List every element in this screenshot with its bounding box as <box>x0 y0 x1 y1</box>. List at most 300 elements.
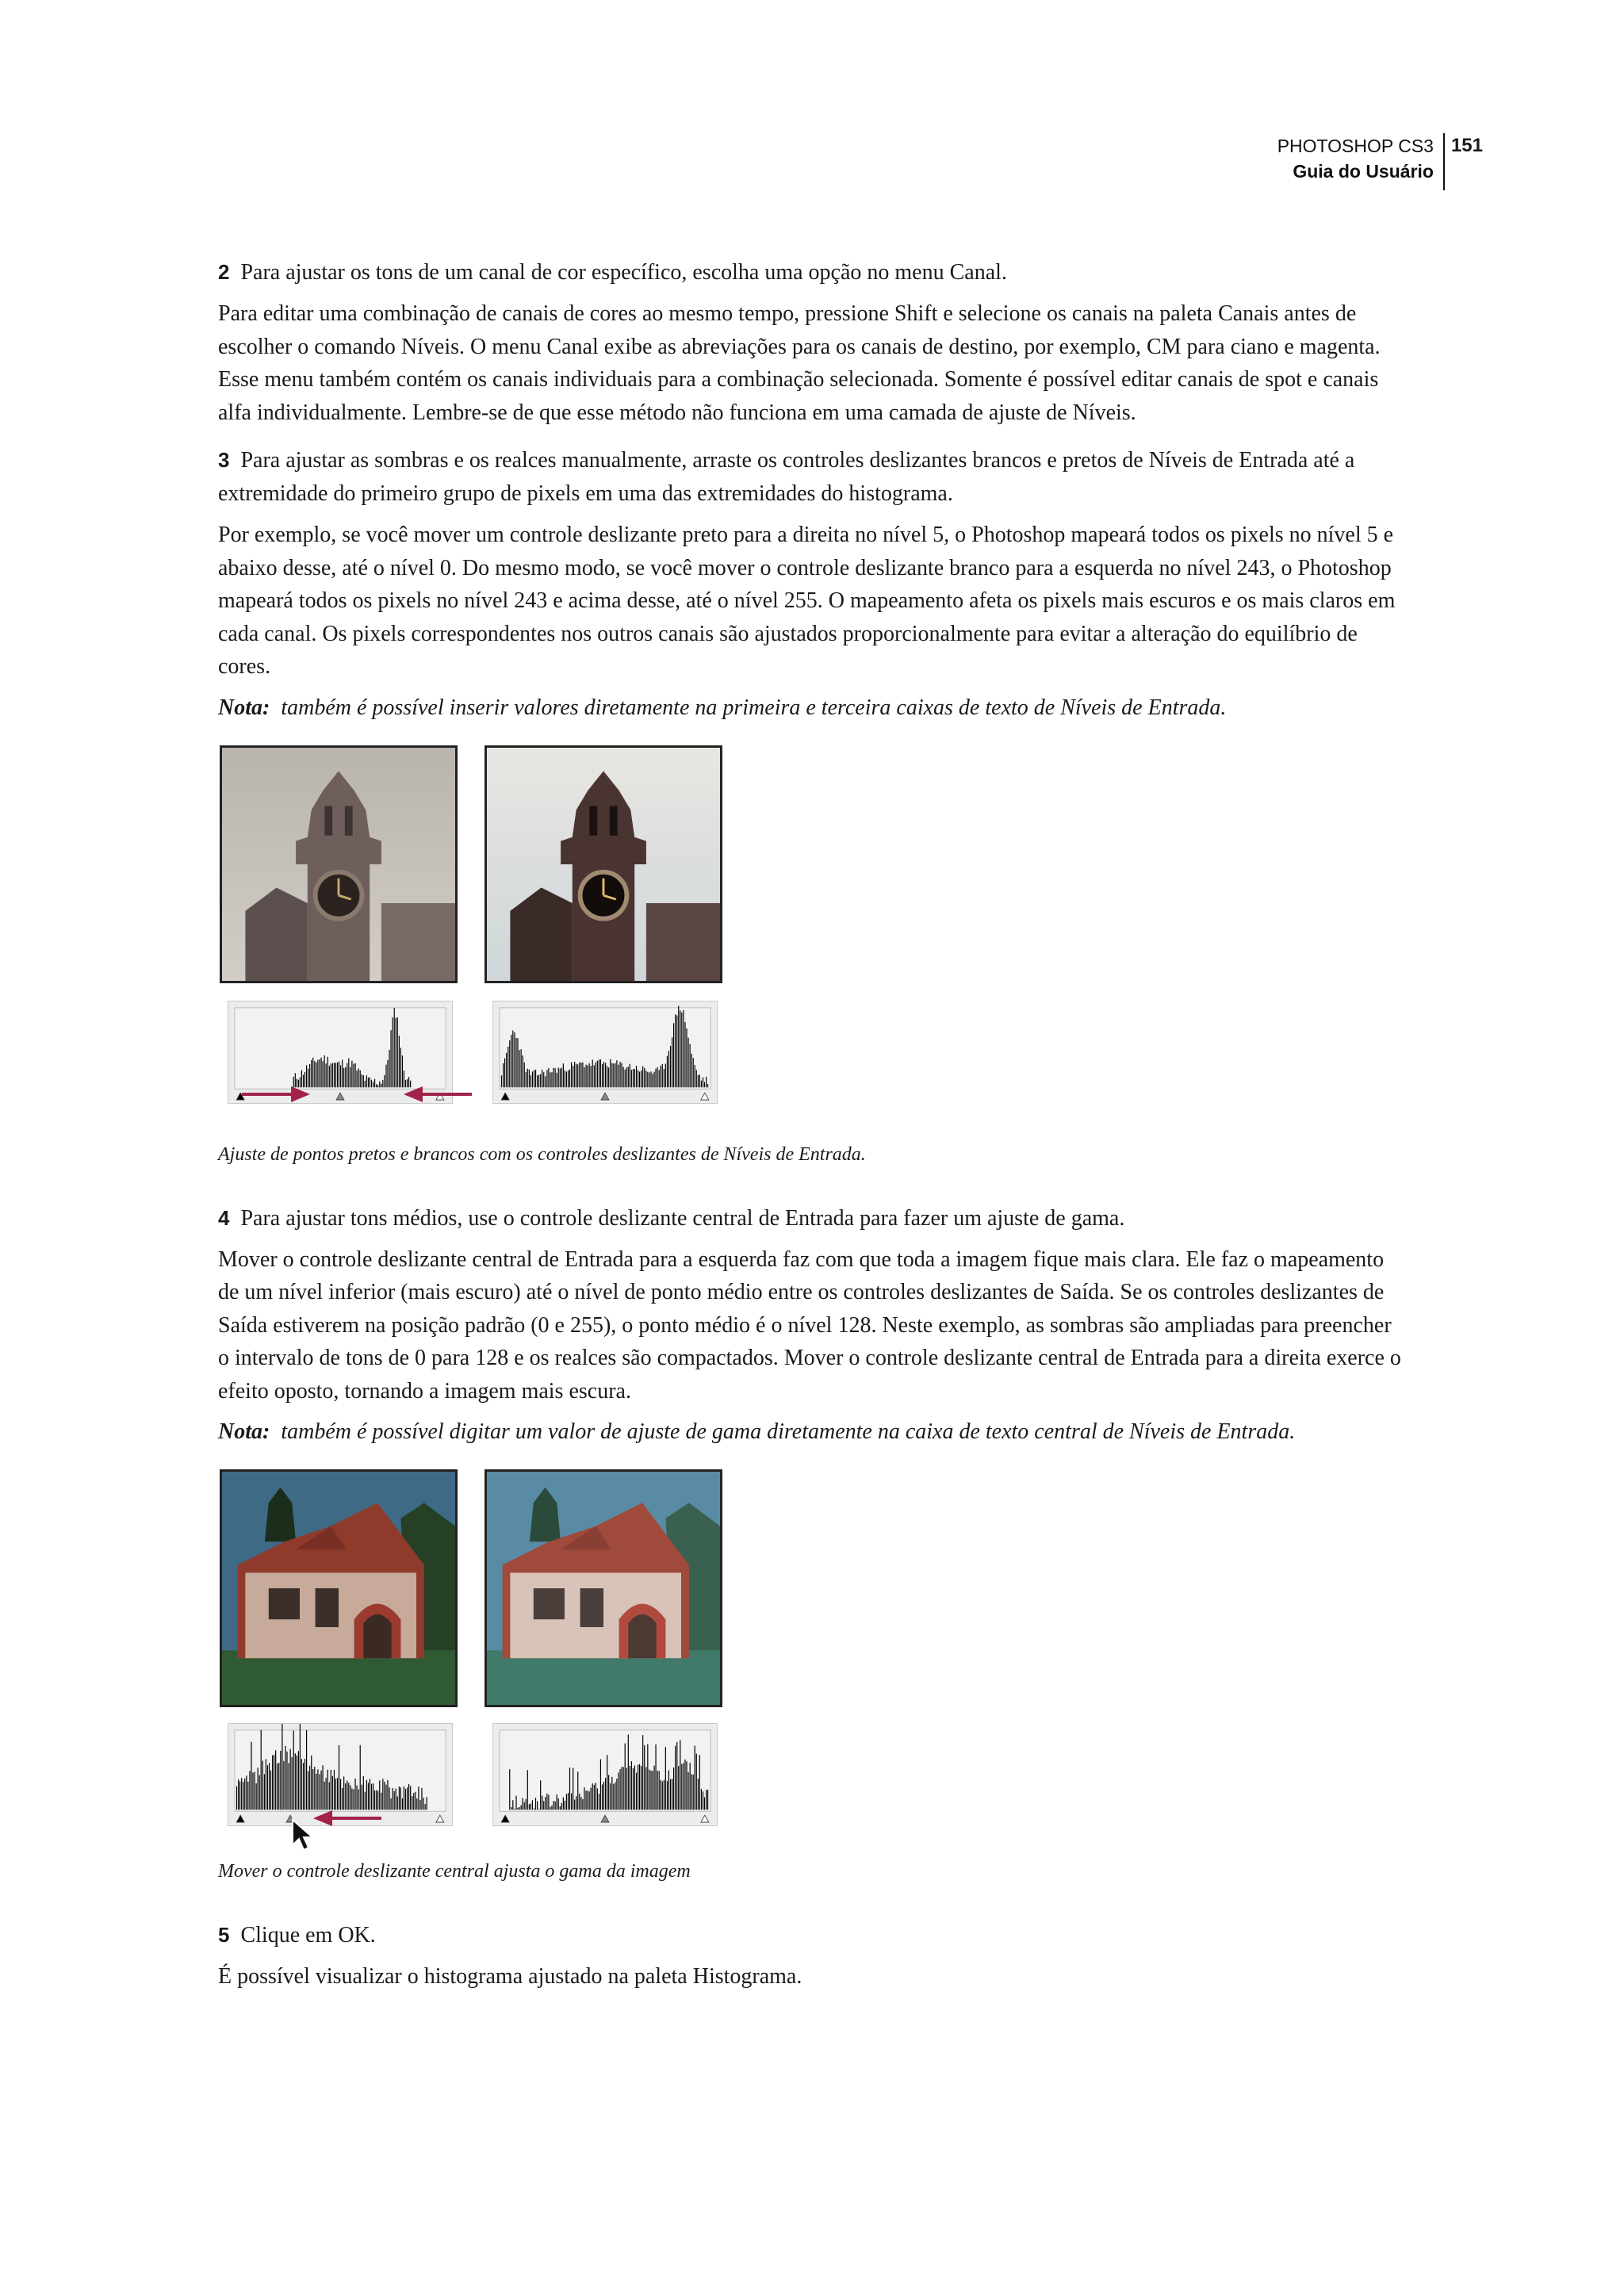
histogram-bar <box>390 1798 391 1810</box>
histogram-bar <box>311 1756 312 1810</box>
histogram-bar <box>332 1776 333 1810</box>
histogram-bar <box>619 1061 620 1086</box>
histogram-bar <box>514 1809 515 1810</box>
histogram-bar <box>503 1063 504 1086</box>
histogram-bar <box>657 1771 658 1810</box>
histogram-bar <box>664 1780 665 1810</box>
histogram-bar <box>526 1799 527 1810</box>
histogram-bar <box>699 1074 700 1087</box>
histogram-bar <box>521 1805 522 1810</box>
histogram-bar <box>326 1778 327 1810</box>
histogram-bar <box>351 1060 352 1087</box>
histogram-bar <box>334 1770 335 1810</box>
histogram-bar <box>239 1782 240 1810</box>
histogram-bar <box>696 1754 697 1810</box>
step-4 <box>218 1201 1408 1235</box>
histogram-bar <box>657 1067 658 1087</box>
histogram-bar <box>621 1767 622 1810</box>
histogram-bar <box>530 1804 531 1810</box>
histogram-bar <box>329 1783 330 1810</box>
histogram-bar <box>600 1760 601 1810</box>
histogram-after-gamma <box>492 1723 718 1826</box>
histogram-bar <box>335 1063 336 1087</box>
step-3 <box>218 443 1408 511</box>
histogram-bar <box>410 1786 411 1810</box>
histogram-bar <box>290 1749 291 1810</box>
histogram-bar <box>509 1040 510 1087</box>
page-number: 151 <box>1450 135 1483 156</box>
histogram-bar <box>561 1803 562 1810</box>
histogram-bar <box>407 1787 408 1810</box>
histogram-bar <box>320 1057 321 1087</box>
histogram-bar <box>610 1059 611 1087</box>
histogram-bar <box>504 1058 505 1087</box>
histogram-bar <box>425 1804 426 1810</box>
histogram-bar <box>337 1778 338 1810</box>
histogram-bar <box>517 1808 518 1810</box>
histogram-bar <box>571 1062 572 1087</box>
running-header <box>1277 133 1483 190</box>
histogram-bar <box>368 1783 369 1810</box>
histogram-bar <box>371 1784 372 1810</box>
histogram-bar <box>662 1063 663 1086</box>
histogram-bar <box>238 1779 239 1810</box>
histogram-bar <box>275 1750 276 1810</box>
histogram-bar <box>678 1005 679 1087</box>
histogram-bar <box>602 1063 603 1086</box>
histogram-bar <box>634 1069 635 1087</box>
histogram-bar <box>319 1774 320 1810</box>
histogram-bar <box>421 1788 422 1810</box>
histogram-bar <box>613 1063 614 1087</box>
histogram-bar <box>566 1071 567 1087</box>
histogram-bar <box>365 1792 366 1810</box>
step-2-body: Para editar uma combinação de canais de cores ao mesmo tempo, pressione Shift e selecione os canais na paleta Canais antes de escolher o comando Níveis. O menu Canal exibe as abreviações para os canais de destino, por exemplo, CM para ciano e magenta. Esse menu também contém os canais individuais para a combinação selecionada. Somente é possível editar canais de spot e canais alfa individualmente. Lembre-se de que esse método não funciona em uma camada de ajuste de Níveis. <box>218 301 1381 425</box>
histogram-bar <box>608 1775 609 1810</box>
histogram-bar <box>652 1771 653 1810</box>
histogram-bar <box>384 1074 385 1086</box>
step-number: 4 <box>218 1205 230 1230</box>
histogram-bar <box>244 1779 245 1810</box>
figure-gamma-adjust <box>218 1469 741 1858</box>
histogram-bar <box>543 1801 544 1810</box>
histogram-bar <box>312 1769 313 1810</box>
histogram-bar <box>611 1063 612 1087</box>
histogram-bar <box>600 1059 601 1087</box>
histogram-bar <box>569 1069 570 1087</box>
step-text: Para ajustar os tons de um canal de cor específico, escolha uma opção no menu Canal. <box>240 260 1007 285</box>
histogram-bar <box>558 1067 559 1087</box>
histogram-bar <box>385 1785 386 1810</box>
histogram-bar <box>618 1772 619 1810</box>
histogram-bar <box>543 1072 544 1087</box>
histogram-bar <box>668 1771 669 1810</box>
figure-levels-input <box>218 745 741 1130</box>
histogram-bar <box>644 1067 645 1087</box>
histogram-bar <box>650 1071 651 1087</box>
histogram-bar <box>512 1030 513 1087</box>
histogram-bar <box>551 1072 552 1087</box>
histogram-bar <box>317 1059 318 1087</box>
figure-1-caption: Ajuste de pontos pretos e brancos com os controles deslizantes de Níveis de Entrada. <box>218 1143 866 1165</box>
histogram-bar <box>690 1763 691 1810</box>
histogram-bar <box>611 1777 612 1810</box>
histogram-bar <box>376 1084 377 1087</box>
histogram-bar <box>691 1053 692 1086</box>
note-1 <box>218 691 1408 725</box>
histogram-bar <box>322 1765 323 1810</box>
header-text <box>1277 133 1443 184</box>
histogram-bar <box>636 1773 637 1810</box>
histogram-bar <box>691 1774 692 1810</box>
histogram-bar <box>625 1069 626 1087</box>
step-text: Clique em OK. <box>240 1923 376 1947</box>
histogram-bar <box>515 1037 516 1086</box>
histogram-bar <box>262 1761 263 1810</box>
histogram-bar <box>348 1783 349 1810</box>
histogram-bar <box>555 1067 556 1086</box>
histogram-bar <box>247 1782 248 1810</box>
step-5 <box>218 1918 1408 1952</box>
histogram-bar <box>639 1071 640 1087</box>
histogram-bar <box>665 1747 666 1810</box>
histogram-bar <box>269 1763 270 1810</box>
histogram-bar <box>306 1730 307 1810</box>
histogram-bar <box>639 1764 640 1810</box>
histogram-bar <box>693 1775 694 1810</box>
histogram-bar <box>314 1061 315 1087</box>
histogram-bar <box>400 1787 401 1810</box>
histogram-bar <box>591 1788 592 1810</box>
histogram-bar <box>633 1069 634 1087</box>
histogram-bar <box>684 1760 685 1810</box>
histogram-bar <box>397 1017 398 1087</box>
histogram-bar <box>390 1030 391 1087</box>
histogram-bar <box>343 1067 344 1086</box>
histogram-bar <box>358 1789 359 1810</box>
histogram-after <box>492 1001 718 1104</box>
histogram-bar <box>384 1782 385 1810</box>
histogram-bar <box>402 1798 403 1810</box>
histogram-bar <box>298 1751 299 1810</box>
histogram-bar <box>623 1767 624 1810</box>
step-3-body: Por exemplo, se você mover um controle deslizante preto para a direita no nível 5, o Photoshop mapeará todos os pixels no nível 5 e abaixo desse, até o nível 0. Do mesmo modo, se você mover o controle deslizante branco para a esquerda no nível 243, o Photoshop mapeará todos os pixels no nível 243 e acima desse, até o nível 255. O mapeamento afeta os pixels mais escuros e os mais claros em cada canal. Os pixels correspondentes nos outros canais são ajustados proporcionalmente para evitar a alteração do equilíbrio de cores. <box>218 523 1396 679</box>
histogram-bar <box>326 1063 327 1087</box>
histogram-bar <box>579 1794 580 1810</box>
histogram-bar <box>597 1060 598 1087</box>
histogram-bar <box>394 1008 395 1087</box>
histogram-bar <box>548 1795 549 1810</box>
histogram-bar <box>540 1074 541 1087</box>
histogram-bar <box>376 1790 377 1810</box>
histogram-bar <box>558 1798 559 1810</box>
histogram-bar <box>387 1059 388 1086</box>
level-slider-icon <box>336 1093 344 1100</box>
histogram-bar <box>587 1065 588 1087</box>
header-subtitle: Guia do Usuário <box>1293 161 1434 182</box>
histogram-bar <box>399 1787 400 1810</box>
histogram-bar <box>537 1075 538 1087</box>
level-slider-icon <box>501 1815 509 1822</box>
histogram-bar <box>642 1066 643 1087</box>
histogram-bar <box>699 1755 700 1810</box>
step-text: Para ajustar tons médios, use o controle deslizante central de Entrada para fazer um ajuste de gama. <box>240 1205 1125 1231</box>
histogram-bar <box>602 1784 603 1810</box>
histogram-bar <box>360 1070 361 1086</box>
level-slider-icon <box>601 1815 609 1822</box>
histogram-bar <box>653 1071 654 1087</box>
histogram-bar <box>653 1766 654 1810</box>
histogram-bar <box>379 1780 380 1810</box>
histogram-bar <box>625 1744 626 1810</box>
histogram-bar <box>628 1735 629 1810</box>
histogram-bar <box>530 1075 531 1087</box>
histogram-bar <box>309 1766 310 1810</box>
step-number: 5 <box>218 1923 230 1947</box>
histogram-bar <box>515 1796 516 1810</box>
histogram-bar <box>327 1056 328 1086</box>
histogram-bar <box>571 1794 572 1810</box>
histogram-bar <box>678 1766 679 1810</box>
histogram-bar <box>526 1071 527 1086</box>
histogram-bar <box>377 1085 378 1087</box>
histogram-bar <box>368 1077 369 1087</box>
histogram-bar <box>628 1067 629 1087</box>
histogram-bar <box>324 1055 325 1086</box>
histogram-bar <box>535 1070 536 1087</box>
histogram-bar <box>592 1783 593 1810</box>
histogram-bar <box>405 1789 406 1810</box>
histogram-bar <box>670 1779 671 1810</box>
histogram-bar <box>501 1075 502 1087</box>
histogram-bar <box>545 1076 546 1087</box>
histogram-bar <box>566 1794 567 1810</box>
histogram-bar <box>642 1735 643 1810</box>
histogram-bar <box>580 1797 581 1810</box>
histogram-bar <box>345 1067 346 1086</box>
histogram-bar <box>382 1779 383 1810</box>
histogram-bar <box>706 1790 707 1810</box>
histogram-bar <box>397 1796 398 1810</box>
histogram-bar <box>683 1009 684 1086</box>
histogram-bar <box>645 1767 646 1810</box>
histogram-bar <box>278 1763 279 1810</box>
histogram-bar <box>667 1055 668 1087</box>
step-2 <box>218 255 1408 289</box>
histogram-bar <box>589 1063 590 1086</box>
histogram-bar <box>280 1751 281 1810</box>
histogram-bar <box>394 1791 395 1810</box>
histogram-bar <box>555 1802 556 1810</box>
histogram-bar <box>662 1781 663 1810</box>
histogram-bar <box>683 1763 684 1810</box>
histogram-bar <box>668 1051 669 1087</box>
histogram-bar <box>379 1081 380 1087</box>
histogram-bar <box>312 1057 313 1087</box>
histogram-bar <box>419 1800 420 1810</box>
histogram-bar <box>241 1778 242 1810</box>
photo-house-after <box>485 1469 722 1707</box>
histogram-bar <box>647 1071 648 1086</box>
histogram-bar <box>303 1763 304 1810</box>
histogram-bar <box>594 1785 595 1810</box>
histogram-bar <box>261 1730 262 1810</box>
histogram-bar <box>249 1771 250 1810</box>
histogram-bar <box>608 1067 609 1087</box>
histogram-bar <box>675 1746 676 1810</box>
histogram-bar <box>514 1032 515 1086</box>
histogram-bar <box>319 1059 320 1087</box>
histogram-bar <box>356 1786 357 1810</box>
histogram-bar <box>676 1015 677 1087</box>
histogram-bar <box>363 1776 364 1810</box>
histogram-bar <box>304 1759 305 1810</box>
step-number: 3 <box>218 448 230 472</box>
histogram-bar <box>563 1063 564 1087</box>
histogram-bar <box>309 1063 310 1086</box>
histogram-bar <box>626 1768 627 1810</box>
histogram-bar <box>527 1068 528 1087</box>
histogram-bar <box>521 1049 522 1087</box>
histogram-bar <box>277 1764 278 1810</box>
histogram-bar <box>524 1802 525 1810</box>
histogram-bar <box>605 1778 606 1810</box>
note-2 <box>218 1415 1408 1449</box>
histogram-bar <box>314 1767 315 1810</box>
histogram-bar <box>701 1080 702 1087</box>
histogram-bar <box>400 1047 401 1087</box>
histogram-bar <box>354 1779 355 1810</box>
histogram-bar <box>548 1067 549 1086</box>
histogram-bar <box>664 1069 665 1087</box>
histogram-bar <box>327 1770 328 1810</box>
histogram-bar <box>387 1780 388 1810</box>
histogram-bar <box>568 1793 569 1810</box>
histogram-bar <box>295 1753 296 1810</box>
histogram-bar <box>335 1779 336 1810</box>
photo-clock-tower-after <box>485 745 722 983</box>
histogram-bar <box>623 1067 624 1087</box>
histogram-bar <box>585 1790 586 1810</box>
histogram-bar <box>270 1771 271 1810</box>
histogram-bar <box>399 1036 400 1087</box>
cursor-icon <box>291 1818 315 1853</box>
histogram-bar <box>540 1780 541 1810</box>
histogram-bar <box>415 1792 416 1810</box>
histogram-bar <box>353 1789 354 1810</box>
histogram-bar <box>616 1060 617 1087</box>
histogram-bar <box>382 1080 383 1087</box>
histogram-bar <box>358 1068 359 1087</box>
histogram-bar <box>517 1038 518 1087</box>
histogram-bar <box>535 1798 536 1810</box>
histogram-bar <box>416 1798 417 1810</box>
histogram-bar <box>636 1066 637 1087</box>
histogram-bar <box>337 1062 338 1086</box>
histogram-bar <box>545 1797 546 1810</box>
histogram-bar <box>385 1064 386 1087</box>
histogram-bar <box>512 1800 513 1810</box>
histogram-bar <box>569 1767 570 1810</box>
histogram-bar <box>626 1067 627 1087</box>
histogram-bar <box>408 1784 409 1810</box>
histogram-bar <box>647 1744 648 1810</box>
histogram-bar <box>690 1044 691 1087</box>
histogram-bar <box>377 1790 378 1810</box>
histogram-bar <box>675 1014 676 1087</box>
histogram-bar <box>579 1062 580 1087</box>
histogram-bar <box>701 1789 702 1810</box>
histogram-bar <box>264 1774 265 1810</box>
level-slider-icon <box>501 1093 509 1100</box>
histogram-bar <box>301 1759 302 1810</box>
histogram-bar <box>582 1799 583 1810</box>
page-content <box>218 255 1408 2001</box>
histogram-bar <box>686 1028 687 1086</box>
histogram-bar <box>707 1084 708 1087</box>
histogram-bar <box>693 1058 694 1087</box>
histogram-bar <box>258 1767 259 1810</box>
note-text: também é possível digitar um valor de ajuste de gama diretamente na caixa de texto central de Níveis de Entrada. <box>281 1419 1296 1444</box>
histogram-bar <box>631 1761 632 1810</box>
histogram-bar <box>311 1059 312 1086</box>
histogram-bar <box>618 1064 619 1087</box>
histogram-bar <box>641 1766 642 1810</box>
histogram-bar <box>587 1790 588 1810</box>
histogram-bar <box>293 1730 294 1810</box>
histogram-bar <box>332 1063 333 1087</box>
histogram-bar <box>574 1800 575 1810</box>
histogram-bar <box>676 1742 677 1810</box>
histogram-bar <box>686 1761 687 1810</box>
histogram-bar <box>561 1067 562 1087</box>
histogram-bar <box>322 1061 323 1087</box>
histogram-bar <box>633 1768 634 1810</box>
histogram-bar <box>267 1765 268 1810</box>
histogram-bar <box>254 1772 255 1810</box>
histogram-bar <box>681 1764 682 1810</box>
histogram-bar <box>272 1756 273 1810</box>
histogram-bar <box>645 1070 646 1087</box>
arrow-right-icon <box>240 1085 312 1104</box>
level-slider-icon <box>601 1093 609 1100</box>
histogram-bar <box>698 1074 699 1086</box>
photo-house-before <box>220 1469 458 1707</box>
histogram-bar <box>371 1079 372 1087</box>
histogram-bar <box>560 1806 561 1810</box>
header-product: PHOTOSHOP CS3 <box>1277 136 1434 156</box>
histogram-bar <box>704 1797 705 1810</box>
histogram-bar <box>324 1782 325 1810</box>
step-text: Para ajustar as sombras e os realces manualmente, arraste os controles deslizantes brancos e pretos de Níveis de Entrada até a extremidade do primeiro grupo de pixels em uma das extremidades do histograma. <box>218 448 1355 506</box>
histogram-bar <box>568 1070 569 1086</box>
histogram-bar <box>366 1780 367 1810</box>
histogram-bar <box>650 1771 651 1810</box>
step-4-body: Mover o controle deslizante central de Entrada para a esquerda faz com que toda a imagem fique mais clara. Ele faz o mapeamento de um nível inferior (mais escuro) até o nível de ponto médio entre os controles deslizantes de Saída. Se os controles deslizantes de Saída estiverem na posição padrão (0 e 255), o ponto médio é o nível 128. Neste exemplo, as sombras são ampliadas para preencher o intervalo de tons de 0 para 128 e os realces são compactados. Mover o controle deslizante central de Entrada para a direita exerce o efeito oposto, tornando a imagem mais escura. <box>218 1247 1401 1404</box>
histogram-bar <box>360 1745 361 1810</box>
histogram-bar <box>286 1752 287 1810</box>
histogram-bar <box>659 1771 660 1810</box>
histogram-bar <box>300 1724 301 1810</box>
note-text: também é possível inserir valores diretamente na primeira e terceira caixas de texto de Níveis de Entrada. <box>281 695 1227 720</box>
level-slider-icon <box>236 1815 244 1822</box>
histogram-bar <box>641 1070 642 1087</box>
histogram-bar <box>537 1802 538 1810</box>
histogram-bar <box>610 1783 611 1810</box>
histogram-bar <box>236 1787 237 1810</box>
arrow-left-icon <box>312 1809 383 1828</box>
histogram-bar <box>353 1063 354 1087</box>
